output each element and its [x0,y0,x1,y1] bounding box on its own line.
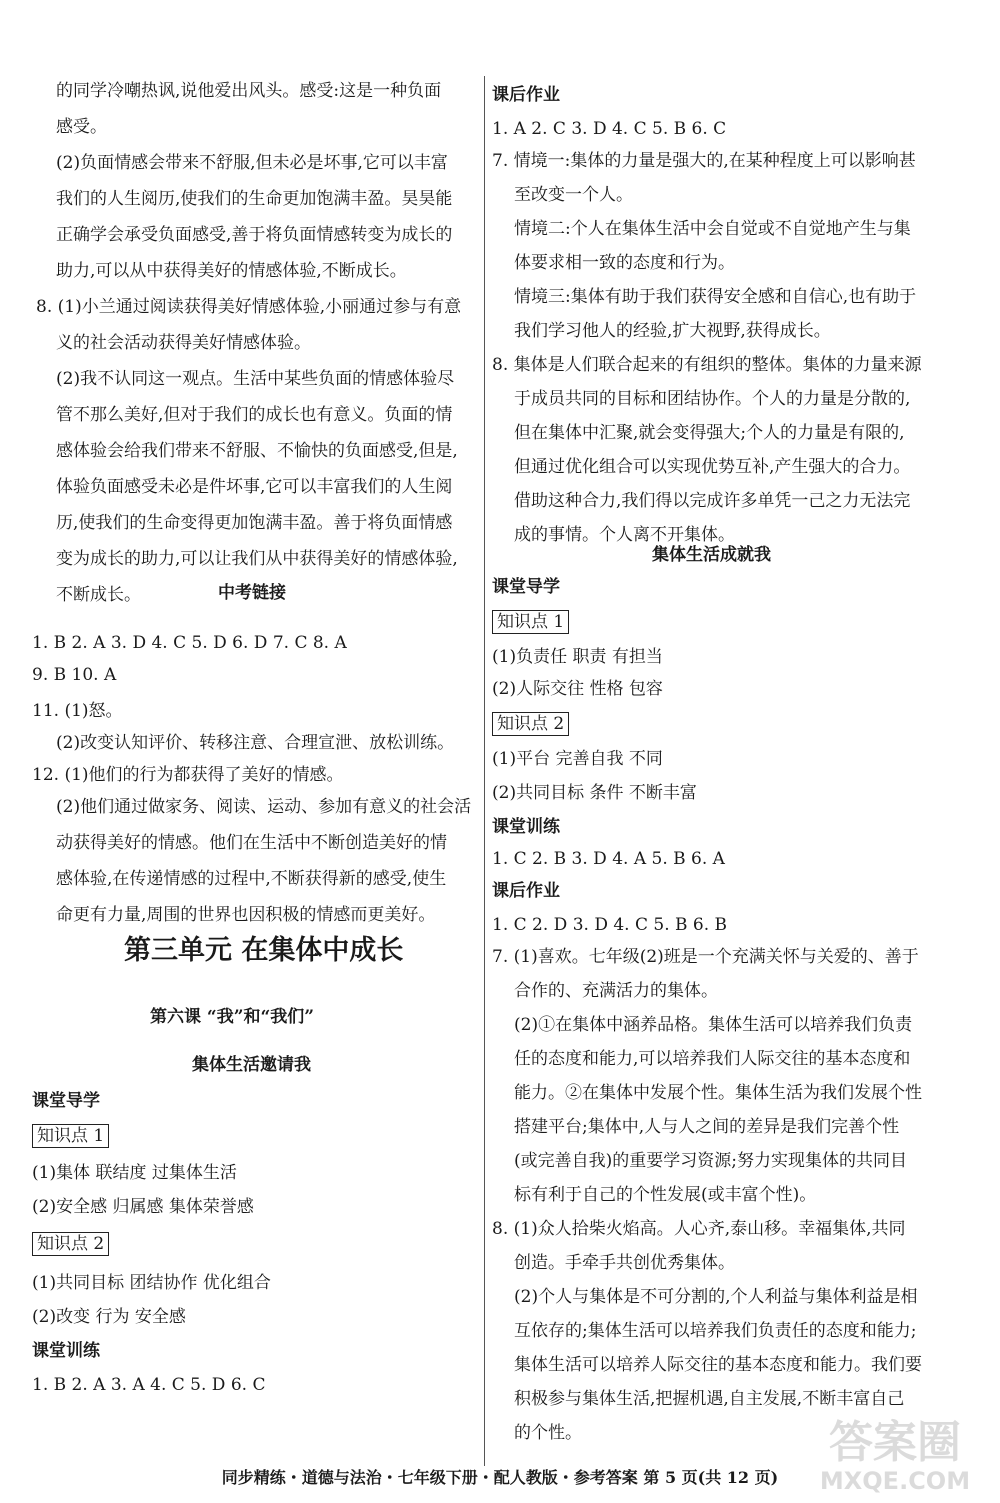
text-line: 至改变一个人。 [514,185,633,205]
subsection-title: 集体生活成就我 [652,545,771,565]
knowledge-point-box: 知识点 2 [492,712,569,736]
text-line: 我们的人生阅历,使我们的生命更加饱满丰盈。昊昊能 [56,189,453,209]
section-title-zhongkao: 中考链接 [218,583,286,603]
text-line: 任的态度和能力,可以培养我们人际交往的基本态度和 [514,1049,911,1069]
text-line: 助力,可以从中获得美好的情感体验,不断成长。 [56,261,407,281]
heading-ketang-xunlian: 课堂训练 [32,1341,100,1361]
text-line: 合作的、充满活力的集体。 [514,981,718,1001]
text-line: 动获得美好的情感。他们在生活中不断创造美好的情 [56,833,447,853]
answer-line: (1)负责任 职责 有担当 [492,647,663,667]
text-line: 情境二:个人在集体生活中会自觉或不自觉地产生与集 [514,219,911,239]
watermark-text-bottom: MXQE.COM [819,1467,971,1495]
text-line: 感受。 [56,117,107,137]
answer-line: 1. B 2. A 3. D 4. C 5. D 6. D 7. C 8. A [32,633,347,653]
text-line: 集体生活可以培养人际交往的基本态度和能力。我们要 [514,1355,922,1375]
text-line: 正确学会承受负面感受,善于将负面情感转变为成长的 [56,225,453,245]
text-line: (或完善自我)的重要学习资源;努力实现集体的共同目 [514,1151,907,1171]
answer-line: 1. A 2. C 3. D 4. C 5. B 6. C [492,119,727,139]
text-line: 搭建平台;集体中,人与人之间的差异是我们完善个性 [514,1117,900,1137]
text-line: 成的事情。个人离不开集体。 [514,525,735,545]
column-divider [484,76,485,1466]
text-line: 我们学习他人的经验,扩大视野,获得成长。 [514,321,831,341]
text-line: (2)改变认知评价、转移注意、合理宣泄、放松训练。 [56,733,455,753]
answer-line: 9. B 10. A [32,665,117,685]
knowledge-point-box: 知识点 2 [32,1232,109,1256]
text-line: 8. (1)小兰通过阅读获得美好情感体验,小丽通过参与有意 [36,297,462,317]
heading-kehou-zuoye: 课后作业 [492,881,560,901]
text-line: 8. (1)众人拾柴火焰高。人心齐,泰山移。幸福集体,共同 [492,1219,906,1239]
watermark-text-top: 答案圈 [829,1417,961,1468]
text-line: 积极参与集体生活,把握机遇,自主发展,不断丰富自己 [514,1389,905,1409]
knowledge-point-box: 知识点 1 [32,1124,109,1148]
text-line: 于成员共同的目标和团结协作。个人的力量是分散的, [514,389,911,409]
text-line: 变为成长的助力,可以让我们从中获得美好的情感体验, [56,549,458,569]
text-line: 7. (1)喜欢。七年级(2)班是一个充满关怀与关爱的、善于 [492,947,919,967]
text-line: 但通过优化组合可以实现优势互补,产生强大的合力。 [514,457,911,477]
text-line: 能力。②在集体中发展个性。集体生活为我们发展个性 [514,1083,922,1103]
heading-ketang-daoxue: 课堂导学 [32,1091,100,1111]
answer-line: 1. C 2. B 3. D 4. A 5. B 6. A [492,849,725,869]
text-line: 7. 情境一:集体的力量是强大的,在某种程度上可以影响甚 [492,151,916,171]
text-line: 命更有力量,周围的世界也因积极的情感而更美好。 [56,905,436,925]
text-line: 不断成长。 [56,585,141,605]
text-line: 体要求相一致的态度和行为。 [514,253,735,273]
answer-line: (2)改变 行为 安全感 [32,1307,186,1327]
answer-line: (1)共同目标 团结协作 优化组合 [32,1273,271,1293]
text-line: 的同学冷嘲热讽,说他爱出风头。感受:这是一种负面 [56,81,442,101]
subsection-title: 集体生活邀请我 [192,1055,311,1075]
text-line: 12. (1)他们的行为都获得了美好的情感。 [32,765,344,785]
text-line: 互依存的;集体生活可以培养我们负责任的态度和能力; [514,1321,917,1341]
answer-line: (2)人际交往 性格 包容 [492,679,663,699]
heading-kehou-zuoye: 课后作业 [492,85,560,105]
text-line: (2)负面情感会带来不舒服,但未必是坏事,它可以丰富 [56,153,448,173]
text-line: 感体验,在传递情感的过程中,不断获得新的感受,使生 [56,869,447,889]
heading-ketang-daoxue: 课堂导学 [492,577,560,597]
text-line: 情境三:集体有助于我们获得安全感和自信心,也有助于 [514,287,917,307]
text-line: 义的社会活动获得美好情感体验。 [56,333,311,353]
text-line: 体验负面感受未必是件坏事,它可以丰富我们的人生阅 [56,477,453,497]
text-line: 管不那么美好,但对于我们的成长也有意义。负面的情 [56,405,453,425]
answer-line: 1. C 2. D 3. D 4. C 5. B 6. B [492,915,728,935]
text-line: 但在集体中汇聚,就会变得强大;个人的力量是有限的, [514,423,905,443]
text-line: 借助这种合力,我们得以完成许多单凭一己之力无法完 [514,491,911,511]
heading-ketang-xunlian: 课堂训练 [492,817,560,837]
text-line: (2)个人与集体是不可分割的,个人利益与集体利益是相 [514,1287,918,1307]
text-line: 8. 集体是人们联合起来的有组织的整体。集体的力量来源 [492,355,922,375]
answer-line: (2)安全感 归属感 集体荣誉感 [32,1197,254,1217]
text-line: (2)①在集体中涵养品格。集体生活可以培养我们负责 [514,1015,913,1035]
watermark-logo [800,1405,990,1497]
text-line: (2)他们通过做家务、阅读、运动、参加有意义的社会活 [56,797,472,817]
text-line: 创造。手牵手共创优秀集体。 [514,1253,735,1273]
text-line: 感体验会给我们带来不舒服、不愉快的负面感受,但是, [56,441,458,461]
answer-line: (2)共同目标 条件 不断丰富 [492,783,697,803]
page-footer: 同步精练・道德与法治・七年级下册・配人教版・参考答案 第 5 页(共 12 页) [221,1468,779,1487]
lesson-title: 第六课 “我”和“我们” [150,1007,315,1027]
answer-line: (1)集体 联结度 过集体生活 [32,1163,237,1183]
text-line: (2)我不认同这一观点。生活中某些负面的情感体验尽 [56,369,455,389]
answer-line: (1)平台 完善自我 不同 [492,749,663,769]
text-line: 11. (1)怒。 [32,701,123,721]
knowledge-point-box: 知识点 1 [492,610,569,634]
text-line: 历,使我们的生命变得更加饱满丰盈。善于将负面情感 [56,513,453,533]
text-line: 标有利于自己的个性发展(或丰富个性)。 [514,1185,817,1205]
unit-title: 第三单元 在集体中成长 [124,935,404,966]
text-line: 的个性。 [514,1423,582,1443]
answer-line: 1. B 2. A 3. A 4. C 5. D 6. C [32,1375,266,1395]
